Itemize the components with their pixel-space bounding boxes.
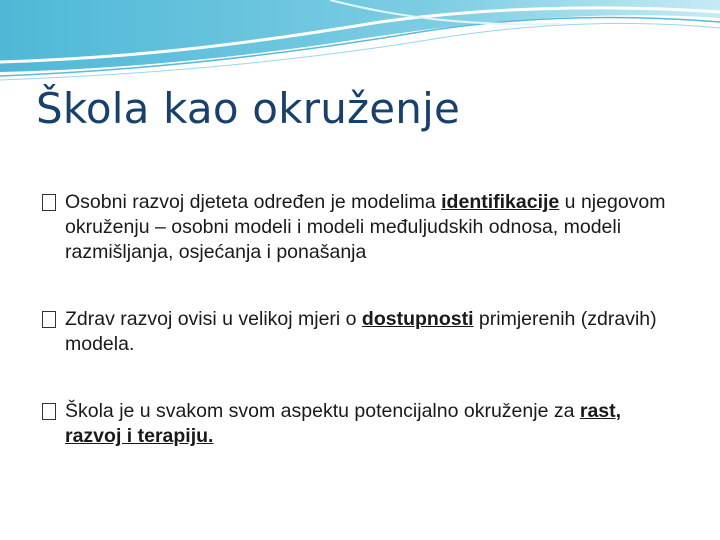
bullet-item: Škola je u svakom svom aspektu potencijalno okruženje za rast, razvoj i terapiju. <box>42 399 682 449</box>
bullet-item: Osobni razvoj djeteta određen je modelima identifikacije u njegovom okruženju – osobni modeli i modeli međuljudskih odnosa, modeli razmišljanja, osjećanja i ponašanja <box>42 190 682 265</box>
bullet-item: Zdrav razvoj ovisi u velikoj mjeri o dostupnosti primjerenih (zdravih) modela. <box>42 307 682 357</box>
bullet-box-icon <box>42 194 56 211</box>
bullet-box-icon <box>42 311 56 328</box>
slide-title: Škola kao okruženje <box>36 84 461 133</box>
header-wave-decoration <box>0 0 720 90</box>
bullet-box-icon <box>42 403 56 420</box>
bullet-list <box>42 190 682 491</box>
